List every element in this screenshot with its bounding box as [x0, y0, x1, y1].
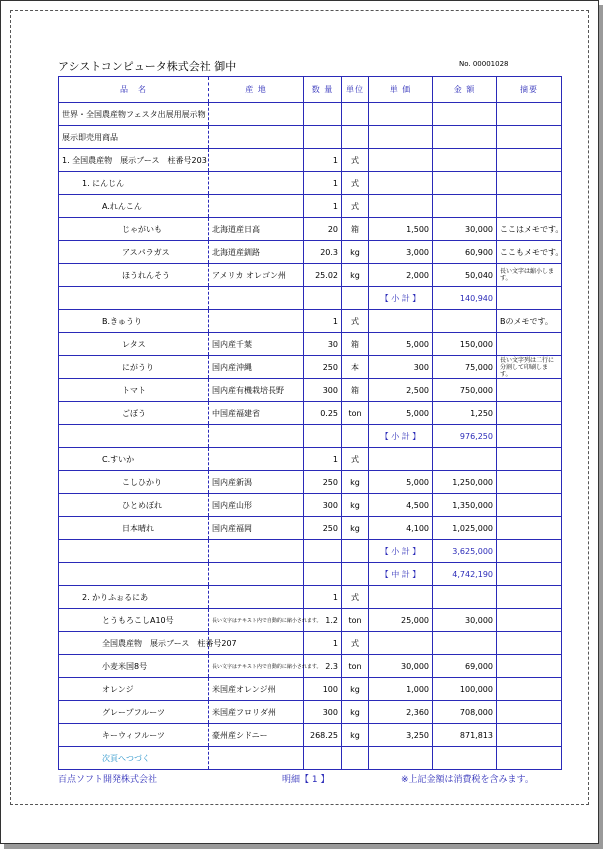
subtotal-memo-cell: [497, 287, 562, 310]
item-origin: 米国産フロリダ州: [209, 701, 304, 724]
table-row: [59, 195, 562, 218]
item-quantity: 1: [304, 448, 342, 471]
subtotal-row: [59, 287, 562, 310]
item-amount: [433, 747, 497, 770]
table-row: [59, 471, 562, 494]
table-row: [59, 356, 562, 379]
item-name: A.れんこん: [59, 195, 209, 218]
item-unit-price: 5,000: [369, 402, 433, 425]
table-row: [59, 103, 562, 126]
subtotal-name-cell: [59, 540, 209, 563]
item-quantity: 2.3: [304, 655, 342, 678]
item-memo: [497, 126, 562, 149]
item-memo: 長い文字は縮小します。: [497, 264, 562, 287]
item-origin: 豪州産シドニー: [209, 724, 304, 747]
subtotal-unit-cell: [342, 540, 369, 563]
item-unit: [342, 103, 369, 126]
item-amount: [433, 149, 497, 172]
item-origin: 中国産福建省: [209, 402, 304, 425]
item-name: キーウィフルーツ: [59, 724, 209, 747]
item-unit-price: 300: [369, 356, 433, 379]
item-unit: 式: [342, 310, 369, 333]
item-name: ひとめぼれ: [59, 494, 209, 517]
item-unit: 箱: [342, 379, 369, 402]
item-memo: [497, 586, 562, 609]
item-unit: kg: [342, 701, 369, 724]
item-memo: ここはメモです。: [497, 218, 562, 241]
item-unit-price: 4,100: [369, 517, 433, 540]
item-origin: 北海道産日高: [209, 218, 304, 241]
header-quantity: 数 量: [304, 77, 342, 103]
subtotal-label: 【 小 計 】: [369, 540, 433, 563]
item-name: ごぼう: [59, 402, 209, 425]
item-amount: 708,000: [433, 701, 497, 724]
subtotal-memo-cell: [497, 425, 562, 448]
item-quantity: 268.25: [304, 724, 342, 747]
item-quantity: 1: [304, 586, 342, 609]
item-unit: ton: [342, 402, 369, 425]
table-row: [59, 494, 562, 517]
item-unit: 式: [342, 632, 369, 655]
item-amount: [433, 172, 497, 195]
item-amount: [433, 448, 497, 471]
item-name: レタス: [59, 333, 209, 356]
item-origin: 国内産千葉: [209, 333, 304, 356]
subtotal-unit-cell: [342, 563, 369, 586]
item-unit: kg: [342, 517, 369, 540]
tax-note: ※上記金額は消費税を含みます。: [401, 775, 534, 785]
header-amount: 金 額: [433, 77, 497, 103]
table-row: [59, 655, 562, 678]
table-row: [59, 264, 562, 287]
subtotal-amount: 140,940: [433, 287, 497, 310]
item-origin: 国内産福岡: [209, 517, 304, 540]
table-row: [59, 333, 562, 356]
item-amount: 871,813: [433, 724, 497, 747]
item-origin: [209, 310, 304, 333]
item-unit-price: 30,000: [369, 655, 433, 678]
item-amount: 1,025,000: [433, 517, 497, 540]
item-name: グレープフルーツ: [59, 701, 209, 724]
subtotal-row: [59, 563, 562, 586]
item-origin: [209, 586, 304, 609]
item-name: 1. 全国農産物 展示ブース 柱番号203: [59, 149, 209, 172]
item-name: ほうれんそう: [59, 264, 209, 287]
subtotal-qty-cell: [304, 287, 342, 310]
item-quantity: 300: [304, 379, 342, 402]
item-unit-price: [369, 103, 433, 126]
header-origin: 産 地: [209, 77, 304, 103]
item-unit: [342, 126, 369, 149]
item-unit: 式: [342, 172, 369, 195]
item-name: 全国農産物 展示ブース 柱番号207: [59, 632, 209, 655]
item-quantity: 250: [304, 517, 342, 540]
item-name: 2. かりふぉるにあ: [59, 586, 209, 609]
item-unit: 本: [342, 356, 369, 379]
item-amount: 100,000: [433, 678, 497, 701]
header-item-name: 品 名: [59, 77, 209, 103]
table-row: [59, 310, 562, 333]
item-name: C.すいか: [59, 448, 209, 471]
item-origin: [209, 448, 304, 471]
item-memo: [497, 471, 562, 494]
item-memo: [497, 517, 562, 540]
item-amount: [433, 310, 497, 333]
item-amount: 75,000: [433, 356, 497, 379]
table-row: [59, 126, 562, 149]
item-memo: [497, 678, 562, 701]
item-unit-price: [369, 310, 433, 333]
subtotal-label: 【 中 計 】: [369, 563, 433, 586]
item-quantity: [304, 747, 342, 770]
item-origin: 米国産オレンジ州: [209, 678, 304, 701]
item-unit-price: 5,000: [369, 333, 433, 356]
subtotal-row: [59, 425, 562, 448]
item-quantity: 20.3: [304, 241, 342, 264]
item-origin: 長い文字はテキスト内で自動的に縮小されます。: [209, 655, 304, 678]
item-amount: 750,000: [433, 379, 497, 402]
item-name: にがうり: [59, 356, 209, 379]
item-origin: 国内産有機栽培長野: [209, 379, 304, 402]
item-unit: kg: [342, 494, 369, 517]
item-unit: kg: [342, 471, 369, 494]
table-row: [59, 402, 562, 425]
subtotal-memo-cell: [497, 540, 562, 563]
item-unit: ton: [342, 655, 369, 678]
item-quantity: 300: [304, 701, 342, 724]
item-origin: [209, 172, 304, 195]
item-memo: [497, 724, 562, 747]
table-row: [59, 172, 562, 195]
subtotal-name-cell: [59, 425, 209, 448]
subtotal-amount: 4,742,190: [433, 563, 497, 586]
item-amount: 50,040: [433, 264, 497, 287]
item-origin: [209, 747, 304, 770]
item-memo: [497, 448, 562, 471]
item-amount: 1,350,000: [433, 494, 497, 517]
item-quantity: [304, 126, 342, 149]
item-unit: kg: [342, 724, 369, 747]
subtotal-label: 【 小 計 】: [369, 425, 433, 448]
item-unit: 箱: [342, 218, 369, 241]
item-name: 世界・全国農産物フェスタ出展用展示物: [59, 103, 209, 126]
item-quantity: 1: [304, 310, 342, 333]
subtotal-origin-cell: [209, 563, 304, 586]
item-name: オレンジ: [59, 678, 209, 701]
table-row: [59, 517, 562, 540]
item-quantity: 0.25: [304, 402, 342, 425]
item-origin: 国内産山形: [209, 494, 304, 517]
item-memo: [497, 195, 562, 218]
table-row: [59, 747, 562, 770]
header-unit-price: 単 価: [369, 77, 433, 103]
item-memo: [497, 747, 562, 770]
subtotal-origin-cell: [209, 287, 304, 310]
item-quantity: [304, 103, 342, 126]
table-row: [59, 149, 562, 172]
item-origin: 北海道産釧路: [209, 241, 304, 264]
item-name: トマト: [59, 379, 209, 402]
table-row: [59, 678, 562, 701]
subtotal-origin-cell: [209, 540, 304, 563]
table-row: [59, 241, 562, 264]
item-unit: kg: [342, 241, 369, 264]
subtotal-name-cell: [59, 563, 209, 586]
item-quantity: 1: [304, 149, 342, 172]
item-name: B.きゅうり: [59, 310, 209, 333]
item-quantity: 30: [304, 333, 342, 356]
item-memo: [497, 609, 562, 632]
subtotal-row: [59, 540, 562, 563]
item-amount: 30,000: [433, 609, 497, 632]
subtotal-memo-cell: [497, 563, 562, 586]
item-unit-price: 5,000: [369, 471, 433, 494]
item-memo: [497, 149, 562, 172]
page-number: 明細【 1 】: [282, 775, 330, 785]
item-quantity: 20: [304, 218, 342, 241]
item-unit: 式: [342, 149, 369, 172]
item-quantity: 1: [304, 195, 342, 218]
item-name: 次頁へつづく: [59, 747, 209, 770]
item-quantity: 300: [304, 494, 342, 517]
item-name: 小麦米国8号: [59, 655, 209, 678]
item-unit-price: 1,500: [369, 218, 433, 241]
item-amount: 1,250: [433, 402, 497, 425]
item-unit-price: [369, 172, 433, 195]
item-unit-price: [369, 632, 433, 655]
subtotal-amount: 976,250: [433, 425, 497, 448]
item-unit-price: [369, 448, 433, 471]
item-name: とうもろこしA10号: [59, 609, 209, 632]
item-unit-price: 2,360: [369, 701, 433, 724]
item-unit-price: [369, 586, 433, 609]
item-unit-price: 3,250: [369, 724, 433, 747]
table-row: [59, 448, 562, 471]
item-unit-price: 4,500: [369, 494, 433, 517]
item-quantity: 100: [304, 678, 342, 701]
item-origin: 国内産新潟: [209, 471, 304, 494]
item-memo: [497, 632, 562, 655]
item-quantity: 1.2: [304, 609, 342, 632]
item-origin: 国内産沖縄: [209, 356, 304, 379]
item-unit-price: [369, 149, 433, 172]
item-amount: [433, 632, 497, 655]
item-memo: [497, 333, 562, 356]
item-unit: ton: [342, 609, 369, 632]
subtotal-qty-cell: [304, 425, 342, 448]
item-unit: 式: [342, 448, 369, 471]
item-origin: [209, 149, 304, 172]
table-row: [59, 586, 562, 609]
item-amount: [433, 195, 497, 218]
header-memo: 摘要: [497, 77, 562, 103]
item-origin: [209, 126, 304, 149]
item-quantity: 1: [304, 632, 342, 655]
item-unit-price: 3,000: [369, 241, 433, 264]
item-unit: 箱: [342, 333, 369, 356]
item-unit-price: 2,500: [369, 379, 433, 402]
item-unit: kg: [342, 264, 369, 287]
item-name: じゃがいも: [59, 218, 209, 241]
item-unit-price: 25,000: [369, 609, 433, 632]
item-quantity: 1: [304, 172, 342, 195]
table-row: [59, 632, 562, 655]
table-row: [59, 218, 562, 241]
subtotal-unit-cell: [342, 287, 369, 310]
item-memo: [497, 655, 562, 678]
subtotal-label: 【 小 計 】: [369, 287, 433, 310]
item-memo: [497, 172, 562, 195]
item-memo: [497, 402, 562, 425]
item-name: 1. にんじん: [59, 172, 209, 195]
document-number: No. 00001028: [459, 60, 509, 68]
issuer-company: 百点ソフト開発株式会社: [58, 775, 158, 785]
item-amount: 150,000: [433, 333, 497, 356]
item-amount: 60,900: [433, 241, 497, 264]
item-name: 日本晴れ: [59, 517, 209, 540]
item-name: こしひかり: [59, 471, 209, 494]
header-unit: 単位: [342, 77, 369, 103]
item-origin: [209, 195, 304, 218]
table-header-row: [59, 77, 562, 103]
item-unit: kg: [342, 678, 369, 701]
item-memo: 長い文字列は二行に分割して印刷します。: [497, 356, 562, 379]
customer-name: アシストコンピュータ株式会社 御中: [58, 60, 237, 73]
item-origin: アメリカ オレゴン州: [209, 264, 304, 287]
subtotal-origin-cell: [209, 425, 304, 448]
item-unit-price: 2,000: [369, 264, 433, 287]
subtotal-qty-cell: [304, 563, 342, 586]
detail-table: [58, 76, 562, 770]
item-unit: 式: [342, 195, 369, 218]
item-unit-price: 1,000: [369, 678, 433, 701]
item-amount: 30,000: [433, 218, 497, 241]
table-row: [59, 609, 562, 632]
item-amount: [433, 586, 497, 609]
item-quantity: 250: [304, 471, 342, 494]
subtotal-unit-cell: [342, 425, 369, 448]
item-name: 展示即売用商品: [59, 126, 209, 149]
table-row: [59, 379, 562, 402]
item-quantity: 25.02: [304, 264, 342, 287]
table-row: [59, 724, 562, 747]
item-unit: 式: [342, 586, 369, 609]
item-amount: [433, 103, 497, 126]
subtotal-amount: 3,625,000: [433, 540, 497, 563]
item-unit: [342, 747, 369, 770]
item-name: アスパラガス: [59, 241, 209, 264]
subtotal-name-cell: [59, 287, 209, 310]
item-unit-price: [369, 747, 433, 770]
item-origin: 長い文字はテキスト内で自動的に縮小されます。: [209, 609, 304, 632]
item-unit-price: [369, 126, 433, 149]
item-memo: [497, 103, 562, 126]
item-memo: ここもメモです。: [497, 241, 562, 264]
item-amount: 1,250,000: [433, 471, 497, 494]
item-unit-price: [369, 195, 433, 218]
item-amount: [433, 126, 497, 149]
item-memo: [497, 379, 562, 402]
item-memo: [497, 494, 562, 517]
item-quantity: 250: [304, 356, 342, 379]
item-memo: [497, 701, 562, 724]
subtotal-qty-cell: [304, 540, 342, 563]
item-memo: Bのメモです。: [497, 310, 562, 333]
item-amount: 69,000: [433, 655, 497, 678]
item-origin: [209, 103, 304, 126]
table-row: [59, 701, 562, 724]
